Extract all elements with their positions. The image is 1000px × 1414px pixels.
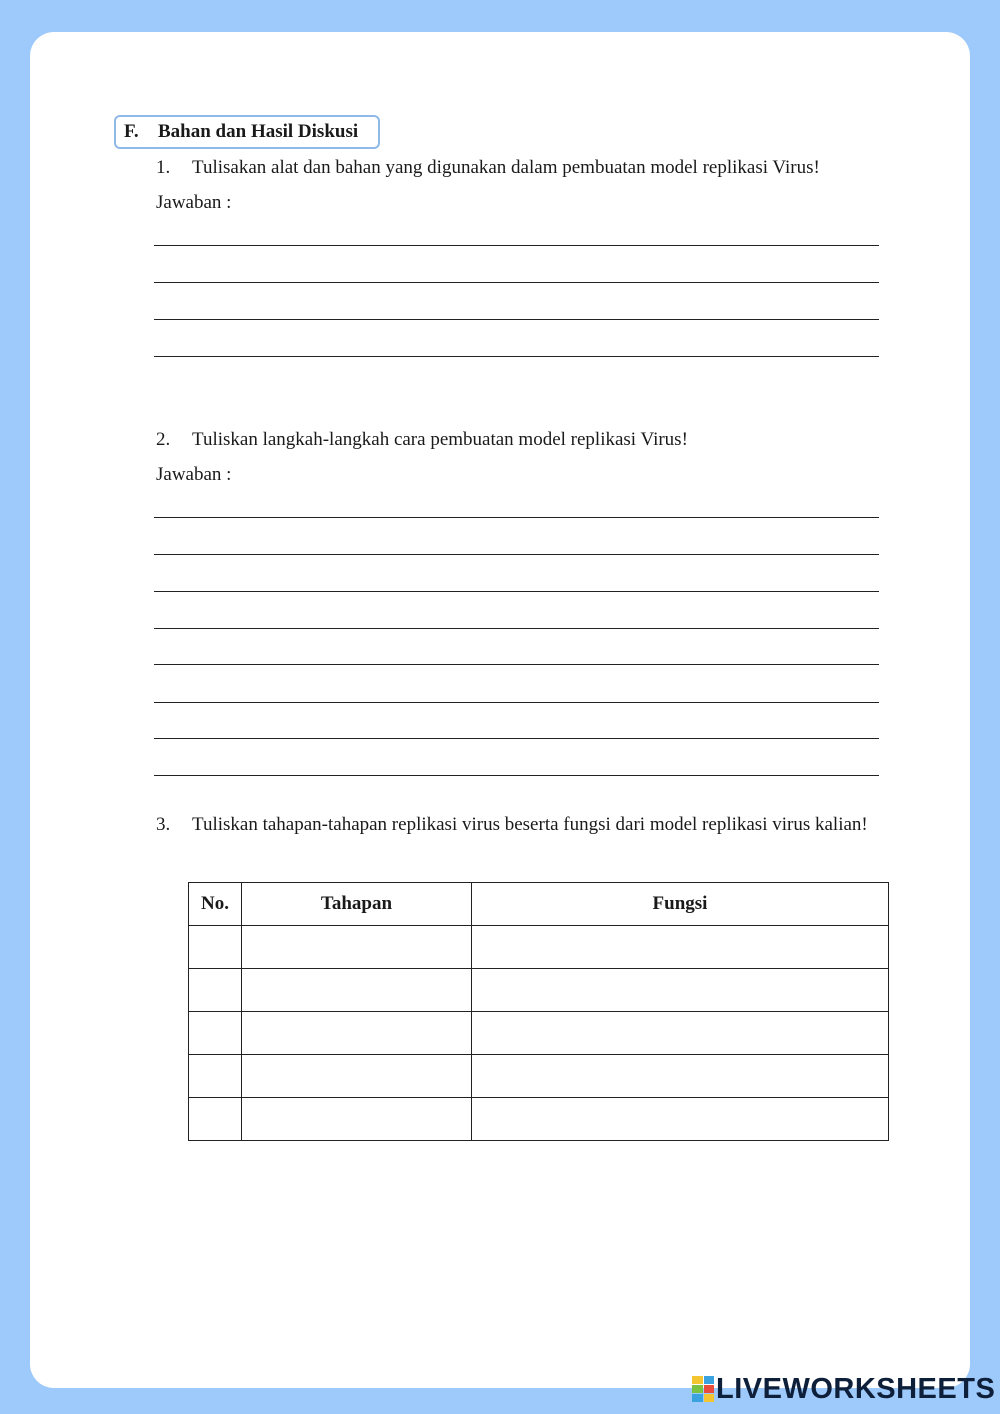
cell-no[interactable] xyxy=(189,969,242,1012)
logo-tile xyxy=(704,1394,715,1402)
logo-tile xyxy=(704,1385,715,1393)
worksheet-page xyxy=(30,32,970,1388)
brand-name: LIVEWORKSHEETS xyxy=(716,1372,996,1405)
logo-tile xyxy=(704,1376,715,1384)
cell-tahapan[interactable] xyxy=(242,969,472,1012)
header-fungsi: Fungsi xyxy=(472,883,889,926)
answer-line-1-4[interactable] xyxy=(154,356,879,357)
cell-no[interactable] xyxy=(189,1012,242,1055)
table-row xyxy=(189,926,889,969)
section-letter: F. xyxy=(124,121,139,142)
answer-line-2-5[interactable] xyxy=(154,664,879,665)
logo-tile xyxy=(692,1394,703,1402)
table-row xyxy=(189,969,889,1012)
cell-no[interactable] xyxy=(189,1098,242,1141)
cell-tahapan[interactable] xyxy=(242,1055,472,1098)
question-2-number: 2. xyxy=(156,429,171,450)
table-header-row xyxy=(189,883,889,926)
replication-table xyxy=(188,882,889,1141)
logo-tile xyxy=(692,1385,703,1393)
logo-tile xyxy=(692,1376,703,1384)
cell-no[interactable] xyxy=(189,1055,242,1098)
cell-tahapan[interactable] xyxy=(242,926,472,969)
table-row xyxy=(189,1012,889,1055)
table-row xyxy=(189,1098,889,1141)
cell-fungsi[interactable] xyxy=(472,1012,889,1055)
question-3-number: 3. xyxy=(156,814,171,835)
table-row xyxy=(189,1055,889,1098)
cell-fungsi[interactable] xyxy=(472,1055,889,1098)
cell-tahapan[interactable] xyxy=(242,1012,472,1055)
answer-line-2-6[interactable] xyxy=(154,702,879,703)
cell-fungsi[interactable] xyxy=(472,969,889,1012)
cell-fungsi[interactable] xyxy=(472,926,889,969)
section-title: Bahan dan Hasil Diskusi xyxy=(158,121,359,142)
question-1-answer-label: Jawaban : xyxy=(156,192,232,213)
question-1-text: Tulisakan alat dan bahan yang digunakan dalam pembuatan model replikasi Virus! xyxy=(192,157,820,178)
question-2-answer-label: Jawaban : xyxy=(156,464,232,485)
answer-line-1-3[interactable] xyxy=(154,319,879,320)
cell-no[interactable] xyxy=(189,926,242,969)
question-1-number: 1. xyxy=(156,157,171,178)
answer-line-1-2[interactable] xyxy=(154,282,879,283)
header-tahapan: Tahapan xyxy=(242,883,472,926)
answer-line-2-4[interactable] xyxy=(154,628,879,629)
answer-line-2-7[interactable] xyxy=(154,738,879,739)
answer-line-2-1[interactable] xyxy=(154,517,879,518)
cell-tahapan[interactable] xyxy=(242,1098,472,1141)
header-no: No. xyxy=(189,883,242,926)
liveworksheets-logo-icon xyxy=(692,1376,714,1402)
answer-line-1-1[interactable] xyxy=(154,245,879,246)
cell-fungsi[interactable] xyxy=(472,1098,889,1141)
question-2-text: Tuliskan langkah-langkah cara pembuatan model replikasi Virus! xyxy=(192,429,688,450)
answer-line-2-8[interactable] xyxy=(154,775,879,776)
section-heading xyxy=(114,115,380,149)
answer-line-2-3[interactable] xyxy=(154,591,879,592)
liveworksheets-brand[interactable] xyxy=(692,1372,995,1406)
answer-line-2-2[interactable] xyxy=(154,554,879,555)
question-3-text: Tuliskan tahapan-tahapan replikasi virus beserta fungsi dari model replikasi virus kalian! xyxy=(192,814,868,835)
